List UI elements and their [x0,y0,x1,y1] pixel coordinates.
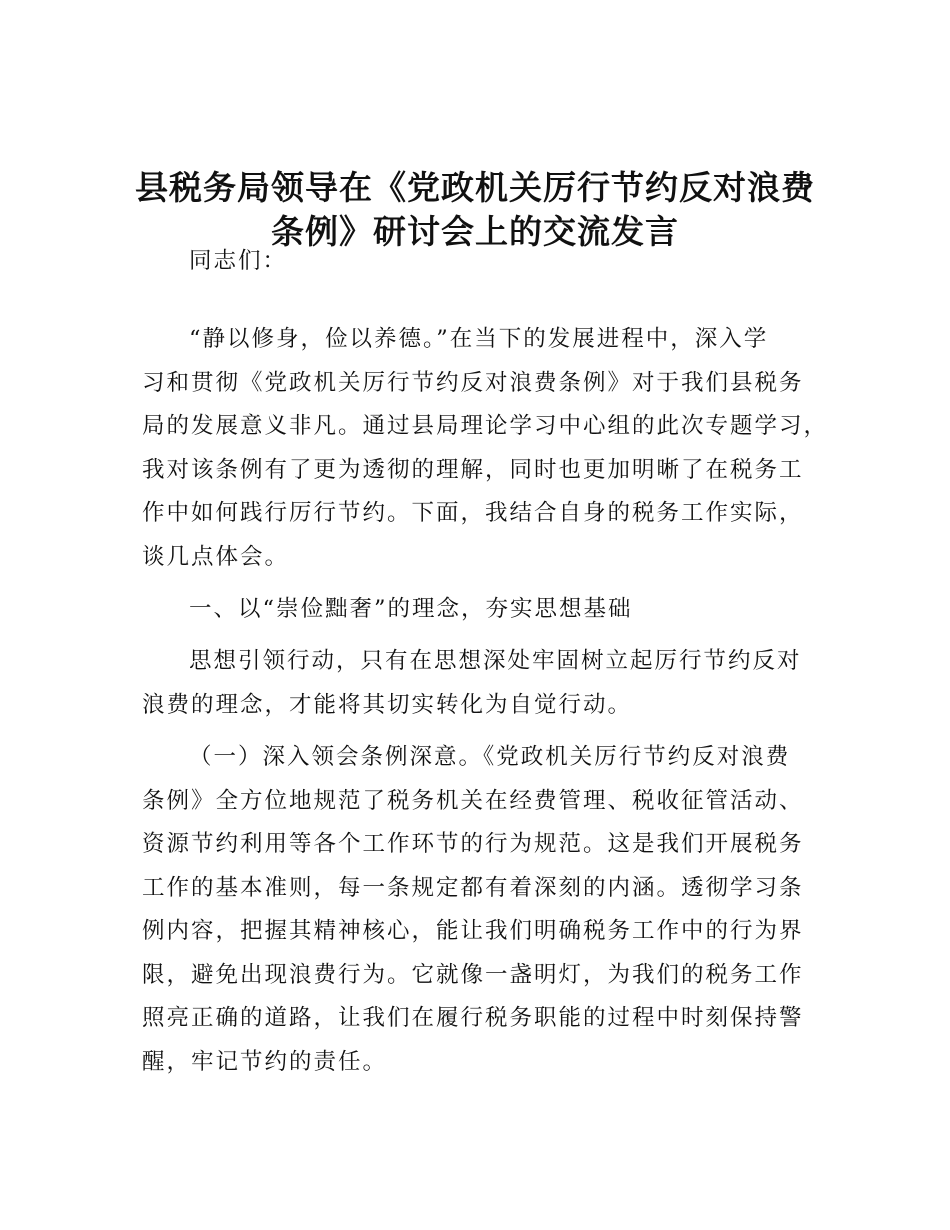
paragraph-line: 照亮正确的道路，让我们在履行税务职能的过程中时刻保持警 [142,1005,804,1031]
paragraph-thought [142,640,822,727]
paragraph-line: 工作的基本准则，每一条规定都有着深刻的内涵。透彻学习条 [142,874,804,901]
section-heading-text: 一、以“崇俭黜奢”的理念，夯实思想基础 [189,596,633,622]
paragraph-line: 例内容，把握其精神核心，能让我们明确税务工作中的行为界 [142,918,804,944]
paragraph-line: （一）深入领会条例深意。《党政机关厉行节约反对浪费 [189,744,791,770]
paragraph-intro [142,318,829,579]
paragraph-line: 资源节约利用等各个工作环节的行为规范。这是我们开展税务 [142,831,804,857]
paragraph-line: 局的发展意义非凡。通过县局理论学习中心组的此次专题学习， [142,413,829,439]
salutation: 同志们： [189,248,288,274]
salutation-paragraph [142,240,822,284]
paragraph-line: 条例》全方位地规范了税务机关在经费管理、税收征管活动、 [142,787,804,814]
paragraph-line: 思想引领行动，只有在思想深处牢固树立起厉行节约反对 [189,648,802,674]
paragraph-line: 浪费的理念，才能将其切实转化为自觉行动。 [142,691,633,718]
paragraph-line: 习和贯彻《党政机关厉行节约反对浪费条例》对于我们县税务 [142,369,804,396]
section-heading-1 [142,588,822,632]
paragraph-line: 限，避免出现浪费行为。它就像一盏明灯，为我们的税务工作 [142,961,804,988]
paragraph-line: 谈几点体会。 [142,543,290,570]
paragraph-line: 作中如何践行厉行节约。下面，我结合自身的税务工作实际， [142,500,804,526]
paragraph-line: 我对该条例有了更为透彻的理解，同时也更加明晰了在税务工 [142,456,804,483]
paragraph-subsection-1 [142,736,822,1084]
document-title-line-2: 条例》研讨会上的交流发言 [271,212,679,251]
document-title-line-1: 县税务局领导在《党政机关厉行节约反对浪费 [135,168,815,207]
paragraph-line: “静以修身，俭以养德。”在当下的发展进程中，深入学 [189,326,769,352]
paragraph-line: 醒，牢记节约的责任。 [142,1048,388,1075]
